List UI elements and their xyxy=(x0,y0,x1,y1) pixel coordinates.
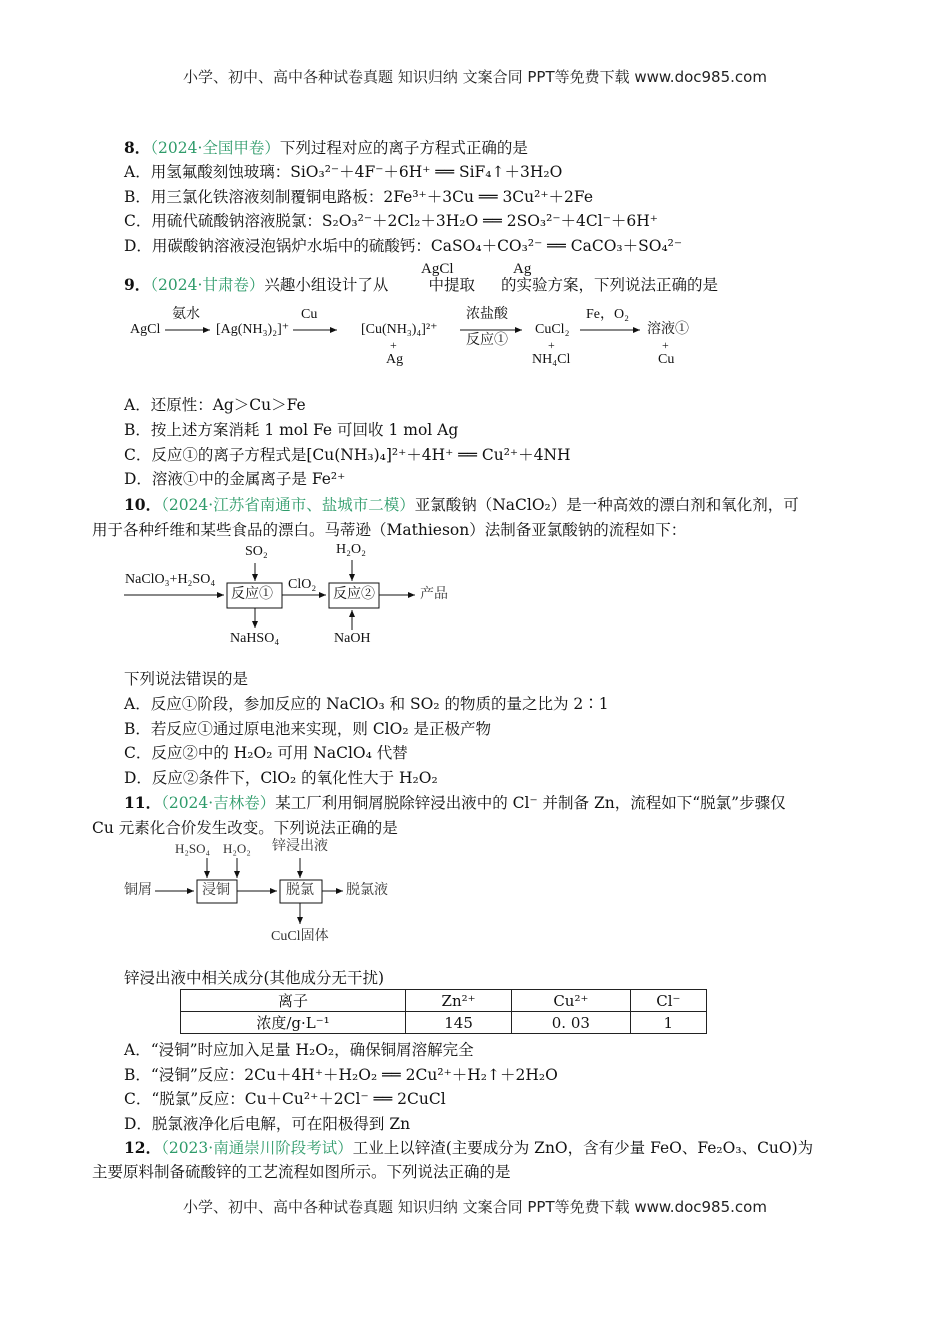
q8-option-a: A．用氢氟酸刻蚀玻璃：SiO₃²⁻＋4F⁻＋6H⁺ ══ SiF₄↑＋3H₂O xyxy=(124,163,563,181)
q9-species-ag-complex: [Ag(NH₃)₂]⁺ xyxy=(216,322,290,337)
table-cell-zn: 145 xyxy=(406,1012,512,1034)
table-cell-cl: 1 xyxy=(630,1012,706,1034)
q11-ion-table xyxy=(180,989,707,1034)
q9-reagent-fe-o2: Fe，O₂ xyxy=(586,307,629,322)
q12-stem-2: 主要原料制备硫酸锌的工艺流程如图所示。下列说法正确的是 xyxy=(92,1163,511,1181)
q11-option-c: C．“脱氯”反应：Cu＋Cu²⁺＋2Cl⁻ ══ 2CuCl xyxy=(124,1090,446,1108)
q8-option-b: B．用三氯化铁溶液刻制覆铜电路板：2Fe³⁺＋3Cu ══ 3Cu²⁺＋2Fe xyxy=(124,188,593,206)
q10-option-c: C．反应②中的 H₂O₂ 可用 NaClO₄ 代替 xyxy=(124,744,408,762)
table-header-zn: Zn²⁺ xyxy=(406,990,512,1012)
q9-option-a: A．还原性：Ag＞Cu＞Fe xyxy=(124,396,306,414)
q11-leach-box-label: 浸铜 xyxy=(202,883,230,898)
q8-question: 下列过程对应的离子方程式正确的是 xyxy=(279,139,528,157)
q9-species-agcl: AgCl xyxy=(130,322,161,337)
q10-so2-label: SO₂ xyxy=(245,544,268,559)
q10-reaction1-label: 反应① xyxy=(231,587,273,602)
q8-option-d: D．用碳酸钠溶液浸泡锅炉水垢中的硫酸钙：CaSO₄＋CO₃²⁻ ══ CaCO₃＋SO₄²⁻ xyxy=(124,237,683,255)
q11-stem xyxy=(124,792,786,814)
q11-feed-label: 铜屑 xyxy=(124,883,152,898)
q9-source: （2024·甘肃卷） xyxy=(150,276,265,294)
q10-reaction2-label: 反应② xyxy=(333,587,375,602)
q9-plus-2: + xyxy=(548,338,555,352)
q11-h2o2-label: H₂O₂ xyxy=(223,841,251,856)
q9-species-ag: Ag xyxy=(386,352,404,367)
q10-option-d: D．反应②条件下，ClO₂ 的氧化性大于 H₂O₂ xyxy=(124,769,438,787)
q9-number: 9． xyxy=(124,275,151,294)
q9-agcl-raised: AgCl xyxy=(421,261,454,277)
q11-solid-label: CuCl固体 xyxy=(271,929,329,944)
q9-reagent-hcl: 浓盐酸 xyxy=(466,307,508,322)
page-footer: 小学、初中、高中各种试卷真题 知识归纳 文案合同 PPT等免费下载 www.doc985.com xyxy=(183,1198,767,1216)
q9-option-b: B．按上述方案消耗 1 mol Fe 可回收 1 mol Ag xyxy=(124,421,459,439)
q10-nahso4-label: NaHSO₄ xyxy=(230,631,280,646)
q10-feed-label: NaClO₃+H₂SO₄ xyxy=(125,572,216,587)
q9-option-d: D．溶液①中的金属离子是 Fe²⁺ xyxy=(124,470,346,488)
q11-h2so4-label: H₂SO₄ xyxy=(175,841,211,856)
q10-h2o2-label: H₂O₂ xyxy=(336,542,366,557)
q9-reaction-1-label: 反应① xyxy=(466,333,508,348)
q12-stem xyxy=(124,1137,813,1159)
q10-stem-1: 亚氯酸钠（NaClO₂）是一种高效的漂白剂和氧化剂，可 xyxy=(414,496,799,514)
q9-plus-1: + xyxy=(390,338,397,352)
q11-source: （2024·吉林卷） xyxy=(161,794,276,812)
q10-clo2-label: ClO₂ xyxy=(288,577,317,592)
q9-stem-pre: 兴趣小组设计了从 xyxy=(264,276,389,294)
q10-option-b: B．若反应①通过原电池来实现，则 ClO₂ 是正极产物 xyxy=(124,720,491,738)
q11-option-a: A．“浸铜”时应加入足量 H₂O₂，确保铜屑溶解完全 xyxy=(124,1041,474,1059)
q10-source: （2024·江苏省南通市、盐城市二模） xyxy=(161,496,415,514)
q12-number: 12． xyxy=(124,1138,162,1157)
q10-stem xyxy=(124,494,799,516)
q10-naoh-label: NaOH xyxy=(334,631,371,646)
q9-reagent-cu: Cu xyxy=(301,307,318,322)
q11-stem-2: Cu 元素化合价发生改变。下列说法正确的是 xyxy=(92,819,398,837)
q9-stem-post: 的实验方案，下列说法正确的是 xyxy=(500,276,718,294)
q9-ag-raised: Ag xyxy=(513,261,532,277)
table-cell-cu: 0. 03 xyxy=(512,1012,631,1034)
q10-lead: 下列说法错误的是 xyxy=(124,670,249,688)
q10-product-label: 产品 xyxy=(420,587,448,602)
q9-species-cu-complex: [Cu(NH₃)₄]²⁺ xyxy=(361,322,438,337)
q9-species-cucl2: CuCl₂ xyxy=(535,322,570,337)
q11-option-d: D．脱氯液净化后电解，可在阳极得到 Zn xyxy=(124,1115,411,1133)
table-cell-label: 浓度/g·L⁻¹ xyxy=(181,1012,406,1034)
q8-source: （2024·全国甲卷） xyxy=(150,139,280,157)
q10-stem-2: 用于各种纤维和某些食品的漂白。马蒂逊（Mathieson）法制备亚氯酸钠的流程如下： xyxy=(92,521,687,539)
q11-number: 11． xyxy=(124,793,162,812)
q9-plus-3: + xyxy=(662,338,669,352)
q11-table-caption: 锌浸出液中相关成分(其他成分无干扰) xyxy=(124,969,385,987)
q12-stem-1: 工业上以锌渣(主要成分为 ZnO，含有少量 FeO、Fe₂O₃、CuO)为 xyxy=(352,1139,814,1157)
q10-number: 10． xyxy=(124,495,162,514)
table-header-cu: Cu²⁺ xyxy=(512,990,631,1012)
page-header: 小学、初中、高中各种试卷真题 知识归纳 文案合同 PPT等免费下载 www.doc985.com xyxy=(183,68,767,86)
q8-option-c: C．用硫代硫酸钠溶液脱氯：S₂O₃²⁻＋2Cl₂＋3H₂O ══ 2SO₃²⁻＋4Cl⁻＋6H⁺ xyxy=(124,212,658,230)
q9-species-nh4cl: NH₄Cl xyxy=(532,352,571,367)
q9-species-solution1: 溶液① xyxy=(647,322,689,337)
table-row xyxy=(181,990,707,1012)
q11-stem-1: 某工厂利用铜屑脱除锌浸出液中的 Cl⁻ 并制备 Zn，流程如下“脱氯”步骤仅 xyxy=(275,794,786,812)
table-header-cl: Cl⁻ xyxy=(630,990,706,1012)
q9-stem-mid: 中提取 xyxy=(428,276,475,294)
q9-reagent-ammonia: 氨水 xyxy=(172,307,200,322)
table-header-ion: 离子 xyxy=(181,990,406,1012)
q11-option-b: B．“浸铜”反应：2Cu＋4H⁺＋H₂O₂ ══ 2Cu²⁺＋H₂↑＋2H₂O xyxy=(124,1066,558,1084)
q8-number: 8． xyxy=(124,138,151,157)
q9-option-c: C．反应①的离子方程式是[Cu(NH₃)₄]²⁺＋4H⁺ ══ Cu²⁺＋4NH xyxy=(124,446,571,464)
table-row xyxy=(181,1012,707,1034)
q10-option-a: A．反应①阶段，参加反应的 NaClO₃ 和 SO₂ 的物质的量之比为 2∶1 xyxy=(124,695,609,713)
q11-leach-label: 锌浸出液 xyxy=(272,839,328,854)
q11-dechlor-box-label: 脱氯 xyxy=(286,883,314,898)
q12-source: （2023·南通崇川阶段考试） xyxy=(161,1139,353,1157)
q9-species-cu: Cu xyxy=(658,352,675,367)
q11-out-label: 脱氯液 xyxy=(346,883,388,898)
